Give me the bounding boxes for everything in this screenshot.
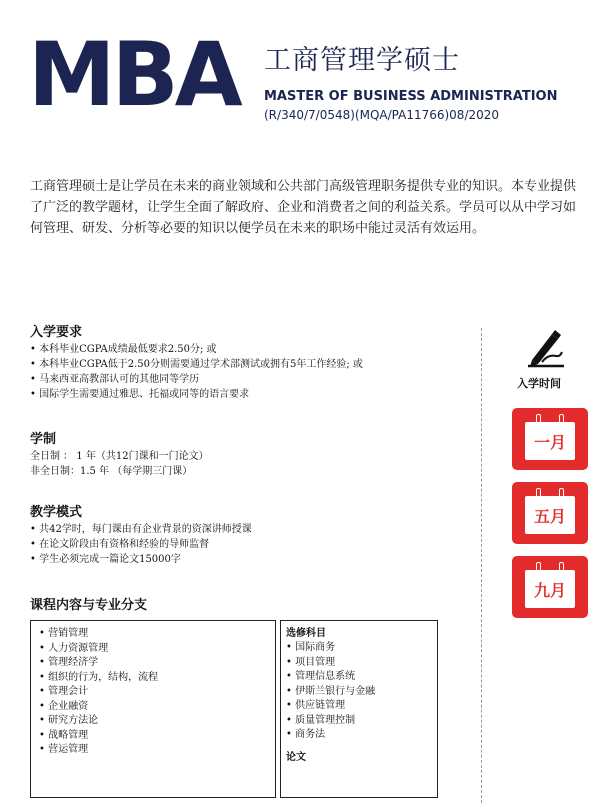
list-item: • 马来西亚高教部认可的其他同等学历 [30,374,200,385]
list-item: • 管理经济学 [39,657,99,668]
intake-month: 五月 [525,496,575,534]
list-item: 非全日制：1.5 年 （每学期三门课） [30,466,193,477]
courses-title: 课程内容与专业分支 [30,598,148,613]
core-courses-box [30,620,276,798]
list-item: • 组织的行为，结构，流程 [39,671,159,683]
teaching-mode-title: 教学模式 [30,505,83,520]
list-item: • 本科毕业CGPA成绩最低要求2.50分; 或 [30,344,217,355]
list-item: • 供应链管理 [286,700,346,711]
intake-january [512,408,588,470]
list-item: • 国际学生需要通过雅思、托福或同等的语言要求 [30,389,250,400]
list-item: • 管理信息系统 [286,671,356,682]
list-item: • 营销管理 [39,628,89,639]
elective-courses-box [280,620,438,798]
accreditation-code: (R/340/7/0548)(MQA/PA11766)08/2020 [264,108,500,122]
list-item: • 营运管理 [39,744,89,755]
list-item: • 学生必须完成一篇论文15000字 [30,554,181,565]
intro-paragraph: 工商管理硕士是让学员在未来的商业领域和公共部门高级管理职务提供专业的知识。本专业提供了广泛的教学题材，让学生全面了解政府、企业和消费者之间的利益关系。学员可以从中学习如何管理、研发、分析等必要的知识以便学员在未来的职场中能过灵活有效运用。 [30,179,577,236]
mba-logo: MBA [28,23,239,126]
page-title: 工商管理学硕士 [264,45,460,76]
intake-label: 入学时间 [517,377,561,390]
list-item: • 管理会计 [39,686,89,697]
intake-month: 九月 [525,570,575,608]
list-item: • 战略管理 [39,729,89,741]
list-item: • 项目管理 [286,656,336,668]
entry-requirements-title: 入学要求 [30,325,83,340]
column-divider [481,328,482,803]
list-item: 全日制 ： 1 年（共12门课和一门论文） [30,451,209,462]
pen-writing-icon [522,326,570,370]
thesis-title: 论文 [286,751,306,763]
entry-requirements-list [30,342,363,402]
list-item: • 伊斯兰银行与金融 [286,685,376,697]
teaching-mode-list [30,522,252,567]
duration-title: 学制 [30,432,57,447]
list-item: • 本科毕业CGPA低于2.50分则需要通过学术部测试或拥有5年工作经验; 或 [30,359,363,370]
duration-list [30,449,209,479]
list-item: • 共42学时，每门课由有企业背景的资深讲师授课 [30,524,252,535]
list-item: • 商务法 [286,729,326,740]
list-item: • 人力资源管理 [39,642,109,654]
list-item: • 国际商务 [286,642,336,653]
intake-may [512,482,588,544]
list-item: • 质量管理控制 [286,714,356,726]
intake-month: 一月 [525,422,575,460]
intake-september [512,556,588,618]
elective-title: 选修科目 [286,628,326,639]
list-item: • 研究方法论 [39,715,99,726]
list-item: • 在论文阶段由有资格和经验的导师监督 [30,539,210,550]
page-subtitle: MASTER OF BUSINESS ADMINISTRATION [264,89,558,104]
list-item: • 企业融资 [39,700,89,712]
